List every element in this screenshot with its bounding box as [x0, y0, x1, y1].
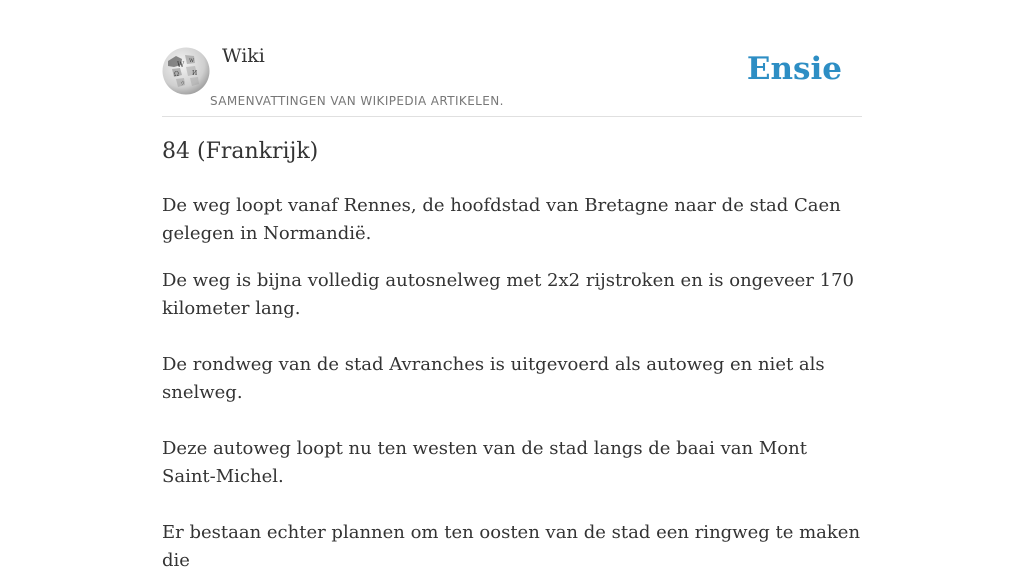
svg-text:W: W: [177, 61, 185, 69]
wikipedia-globe-icon[interactable]: [162, 47, 210, 95]
ensie-brand-link[interactable]: Ensie: [746, 51, 842, 87]
svg-text:ウ: ウ: [180, 81, 186, 87]
site-tagline: SAMENVATTINGEN VAN WIKIPEDIA ARTIKELEN.: [210, 94, 504, 108]
paragraph: De rondweg van de stad Avranches is uitgevoerd als autoweg en niet als snelweg.: [162, 354, 825, 403]
site-name[interactable]: Wiki: [222, 45, 265, 67]
svg-text:Ω: Ω: [174, 71, 179, 78]
page-title: 84 (Frankrijk): [162, 139, 319, 164]
paragraph: De weg is bijna volledig autosnelweg met 2x2 rijstroken en is ongeveer 170 kilometer lang.: [162, 270, 854, 319]
site-header: [162, 0, 862, 117]
svg-text:w: w: [189, 57, 195, 64]
paragraph: Deze autoweg loopt nu ten westen van de stad langs de baai van Mont Saint-Michel.: [162, 438, 807, 487]
paragraph: De weg loopt vanaf Rennes, de hoofdstad van Bretagne naar de stad Caen gelegen in Normandië.: [162, 195, 841, 244]
page: [162, 0, 862, 571]
paragraph: Er bestaan echter plannen om ten oosten van de stad een ringweg te maken die: [162, 522, 861, 571]
article-body: [162, 192, 862, 575]
svg-text:И: И: [192, 70, 198, 77]
